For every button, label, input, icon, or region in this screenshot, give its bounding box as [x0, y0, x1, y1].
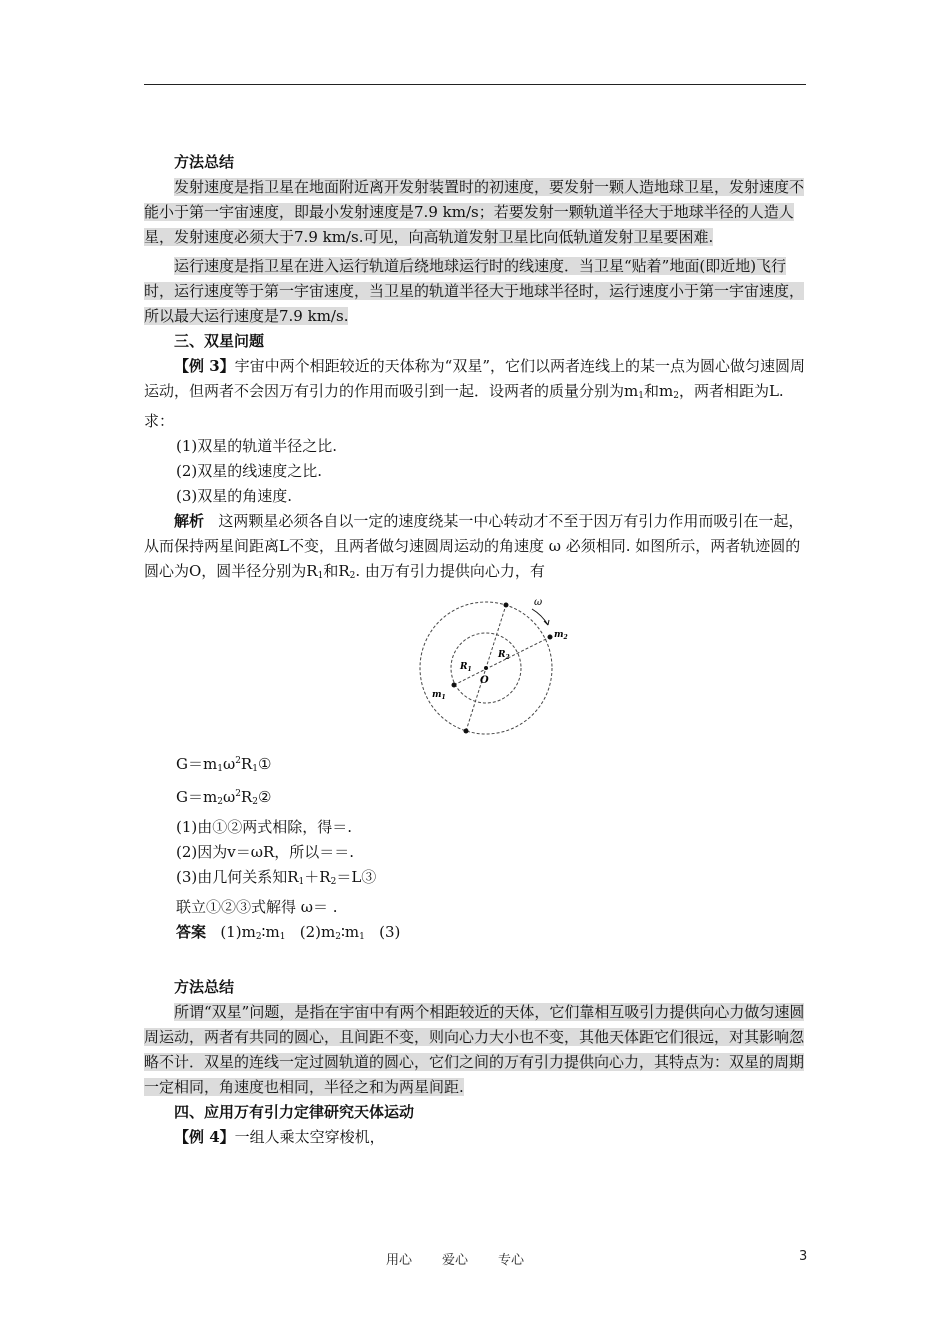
footer-motto: 用心 爱心 专心 — [386, 1253, 525, 1268]
orbit-speed-paragraph: 运行速度是指卫星在进入运行轨道后绕地球运行时的线速度．当卫星“贴着”地面(即近地)飞行时，运行速度等于第一宇宙速度，当卫星的轨道半径大于地球半径时，运行速度小于第一宇宙速度，所以最大运行速度是7.9 km/s. — [144, 257, 805, 325]
question-3: (3)双星的角速度. — [176, 487, 293, 505]
star-m1 — [452, 683, 457, 688]
m2-label: $m_2$ — [554, 630, 568, 641]
o-label: O — [480, 675, 489, 686]
equation-2: $G=m_2\omega^2R_2②$ — [176, 788, 272, 807]
example-4: 【例 4】一组人乘太空穿梭机， — [174, 1128, 385, 1146]
solution-step-1: (1)由①②两式相除，得＝. — [176, 818, 353, 836]
page-content — [144, 150, 806, 1150]
r2-label: $R_2$ — [498, 650, 510, 661]
header-rule — [144, 84, 806, 85]
equation-1: $G=m_1\omega^2R_1①$ — [176, 755, 272, 774]
gravitation-application-heading: 四、应用万有引力定律研究天体运动 — [174, 1103, 415, 1121]
method-summary-heading-2: 方法总结 — [174, 978, 235, 996]
omega-label: ω — [534, 597, 543, 608]
page-number: 3 — [799, 1249, 808, 1264]
example-3: 【例 3】宇宙中两个相距较近的天体称为“双星”，它们以两者连线上的某一点为圆心做匀速圆周运动，但两者不会因万有引力的作用而吸引到一起．设两者的质量分别为$m_1$和$m_2$，两者相距为L.求： — [144, 357, 806, 430]
m1-label: $m_1$ — [432, 690, 446, 701]
binary-star-summary-paragraph: 所谓“双星”问题，是指在宇宙中有两个相距较近的天体，它们靠相互吸引力提供向心力做匀速圆周运动，两者有共同的圆心，且间距不变，则向心力大小也不变，其他天体距它们很远，对其影响忽略不计．双星的连线一定过圆轨道的圆心，它们之间的万有引力提供向心力，其特点为：双星的周期一定相同，角速度也相同，半径之和为两星间距. — [144, 1003, 805, 1096]
solution-step-4: 联立①②③式解得 ω＝ . — [176, 898, 338, 916]
star-m2 — [548, 635, 553, 640]
center-point — [484, 666, 488, 670]
connecting-line — [454, 637, 550, 685]
r1-label: $R_1$ — [460, 662, 472, 673]
binary-star-figure — [144, 593, 806, 743]
answer-line: 答案 $(1)m_2∶m_1$ $(2)m_2∶m_1$ (3) — [176, 923, 401, 942]
launch-speed-paragraph: 发射速度是指卫星在地面附近离开发射装置时的初速度，要发射一颗人造地球卫星，发射速度不能小于第一宇宙速度，即最小发射速度是7.9 km/s；若要发射一颗轨道半径大于地球半径的人造人星，发射速度必须大于7.9 km/s.可见，向高轨道发射卫星比向低轨道发射卫星要困难. — [144, 178, 805, 246]
question-1: (1)双星的轨道半径之比. — [176, 437, 338, 455]
solution-step-2: (2)因为v＝ωR，所以＝＝. — [176, 843, 355, 861]
orbit-point-bottom — [464, 729, 469, 734]
orbit-diagram — [414, 593, 568, 743]
orbit-point-top — [504, 603, 509, 608]
question-2: (2)双星的线速度之比. — [176, 462, 323, 480]
analysis-paragraph: 解析 这两颗星必须各自以一定的速度绕某一中心转动才不至于因万有引力作用而吸引在一起，从而保持两星间距离L不变，且两者做匀速圆周运动的角速度 ω 必须相同. 如图所示，两者轨迹圆的圆心为O，圆半径分别为$R_1$和$R_2$. 由万有引力提供向心力，有 — [144, 512, 804, 581]
method-summary-heading: 方法总结 — [174, 153, 235, 171]
solution-step-3: (3)由几何关系知$R_1+R_2=L③$ — [176, 868, 377, 887]
binary-star-heading: 三、双星问题 — [174, 332, 265, 350]
